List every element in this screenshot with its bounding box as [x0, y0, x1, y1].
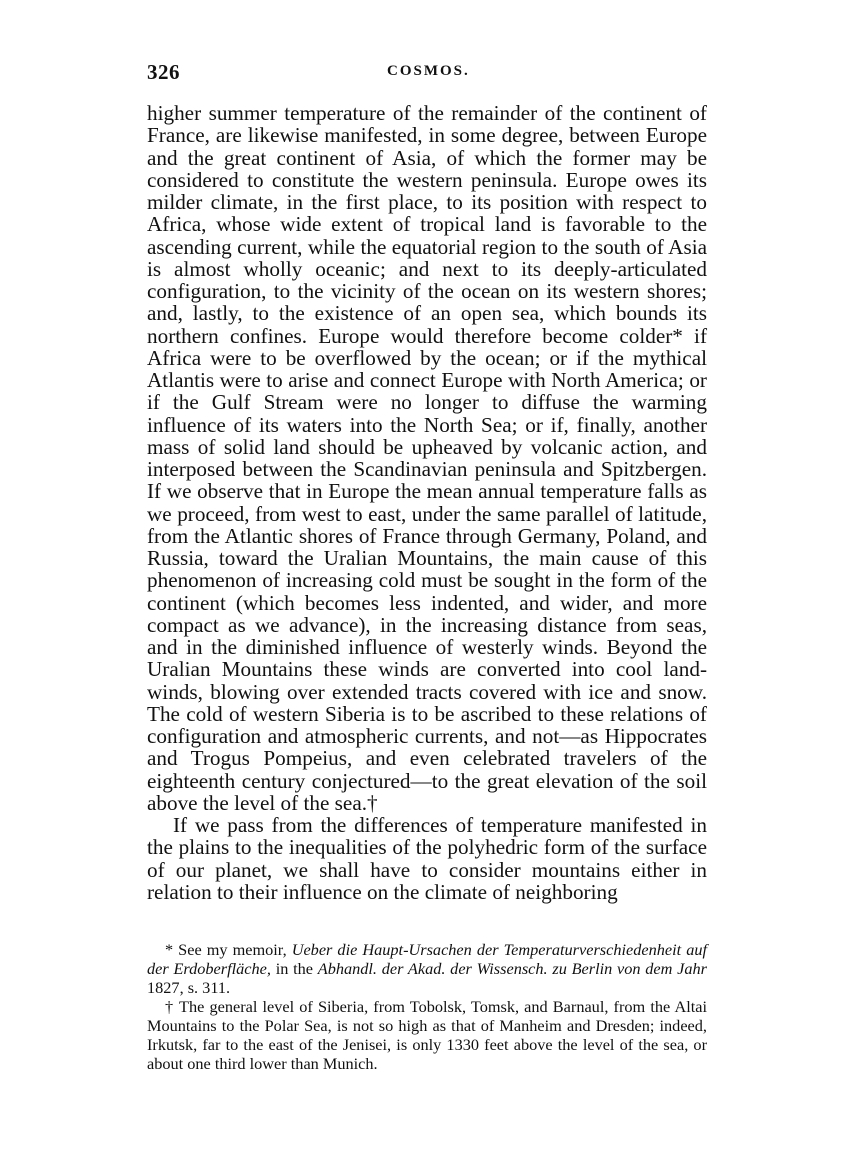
page-number: 326	[147, 60, 180, 84]
running-head: COSMOS.	[387, 63, 470, 79]
footnote-1-mid: in the	[270, 959, 318, 978]
paragraph: higher summer temperature of the remainder of the continent of France, are likewise manifested, in some degree, between Europe and the great continent of Asia, of which the former may be considered to constitute the western peninsula. Europe owes its milder climate, in the first place, to its position with respect to Africa, whose wide extent of tropical land is favorable to the ascending current, while the equatorial region to the south of Asia is almost wholly oceanic; and next to its deeply-articulated configuration, to the vicinity of the ocean on its western shores; and, lastly, to the existence of an open sea, which bounds its northern confines. Europe would therefore become colder* if Africa were to be overflowed by the ocean; or if the mythical Atlantis were to arise and connect Europe with North America; or if the Gulf Stream were no longer to diffuse the warming influence of its waters into the North Sea; or if, finally, another mass of solid land should be upheaved by volcanic action, and interposed between the Scandinavian peninsula and Spitzbergen. If we observe that in Europe the mean annual temperature falls as we proceed, from west to east, under the same parallel of latitude, from the Atlantic shores of France through Germany, Poland, and Russia, toward the Uralian Mountains, the main cause of this phenomenon of increasing cold must be sought in the form of the continent (which becomes less indented, and wider, and more compact as we advance), in the increasing distance from seas, and in the diminished influence of westerly winds. Beyond the Uralian Mountains these winds are converted into cool land-winds, blowing over extended tracts covered with ice and snow. The cold of western Siberia is to be ascribed to these relations of configuration and atmospheric currents, and not—as Hippocrates and Trogus Pompeius, and even celebrated travelers of the eighteenth century conjectured—to the great elevation of the soil above the level of the sea.†	[147, 101, 707, 815]
main-text	[147, 102, 707, 903]
footnote-2: † The general level of Siberia, from Tobolsk, Tomsk, and Barnaul, from the Altai Mountains to the Polar Sea, is not so high as that of Manheim and Dresden; indeed, Irkutsk, far to the east of the Jenisei, is only 1330 feet above the level of the sea, or about one third lower than Munich.	[147, 997, 707, 1073]
footnote-1-journal: Abhandl. der Akad. der Wissensch. zu Berlin von dem Jahr	[317, 959, 707, 978]
paragraph: If we pass from the differences of temperature manifested in the plains to the inequalities of the polyhedric form of the surface of our planet, we shall have to consider mountains either in relation to their influence on the climate of neighboring	[147, 813, 707, 904]
page-header	[147, 60, 707, 90]
footnote-1	[147, 940, 707, 997]
footnote-1-prefix: * See my memoir,	[165, 940, 292, 959]
footnotes	[147, 940, 707, 1073]
footnote-1-suffix: 1827, s. 311.	[147, 978, 231, 997]
footnote-1-title: Ueber die Haupt-Ursachen der Temperaturverschiedenheit auf der Erdoberfläche,	[147, 940, 707, 978]
